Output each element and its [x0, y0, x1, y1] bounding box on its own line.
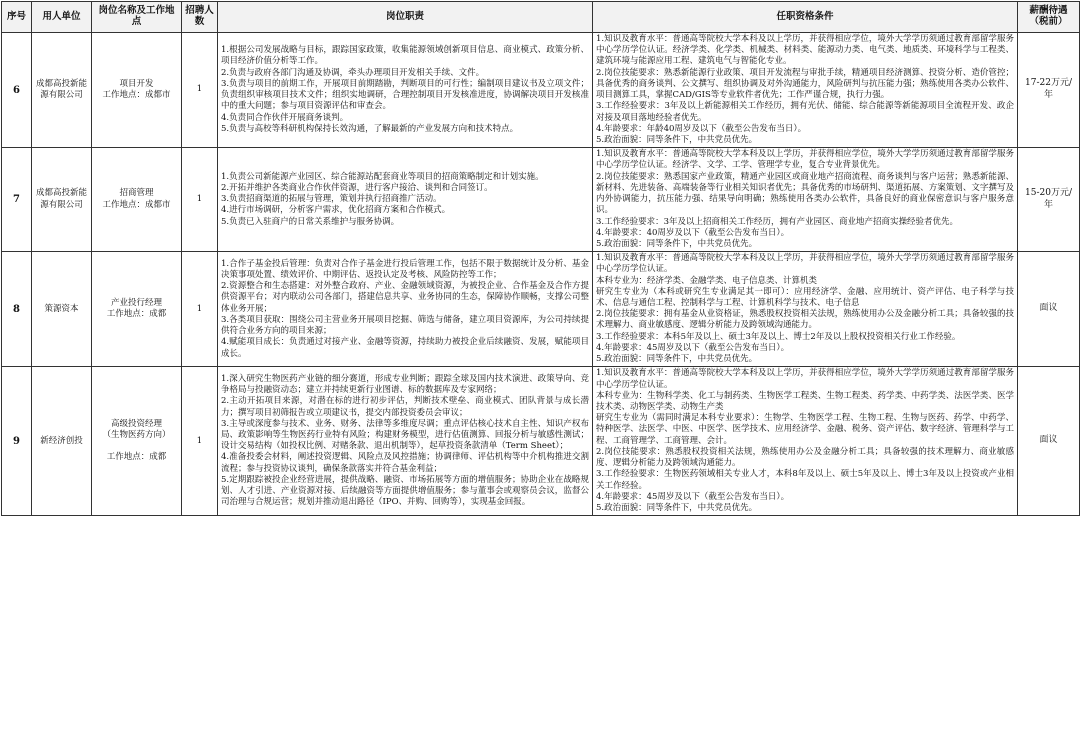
table-row: [2, 252, 1080, 367]
requirements-cell: 1.知识及教育水平：普通高等院校大学本科及以上学历，并获得相应学位，境外大学学历须通过教育部留学服务中心学历学位认证。经济学、文学、工学、管理学专业，复合专业背景优先。 2.岗位技能要求：熟悉国家产业政策，精通产业园区或商业地产招商流程、商务谈判与客户运营；熟悉新能源、新材料、先进装备、高端装备等行业相关知识者优先；具备优秀的市场研判、渠道拓展、方案策划、文字撰写及内外协调能力，抗压能力强、结果导向明确；熟练使用各类办公软件，具备良好的商业保密意识与客户服务意识。 3.工作经验要求：3年及以上招商相关工作经历，拥有产业园区、商业地产招商实操经验者优先。 4.年龄要求：40周岁及以下（截至公告发布当日）。 5.政治面貌：同等条件下，中共党员优先。: [593, 148, 1018, 252]
recruitment-table: [1, 1, 1080, 516]
headcount-cell: 1: [182, 252, 218, 367]
employer-cell: 策源资本: [32, 252, 92, 367]
header-salary: 薪酬待遇（税前）: [1018, 2, 1080, 33]
employer-cell: 成都高投新能源有限公司: [32, 33, 92, 148]
row-no: 6: [2, 33, 32, 148]
requirements-cell: 1.知识及教育水平：普通高等院校大学本科及以上学历，并获得相应学位，境外大学学历须通过教育部留学服务中心学历学位认证。 本科专业为：生物科学类、化工与制药类、生物医学工程类、生物工程类、药学类、中药学类、法医学类、医学技术类、动物医学类、动物生产类 研究生专业为（需同时满足本科专业要求）：生物学、生物医学工程、生物工程、生物与医药、药学、中药学、特种医学、法医学、中医、中医学、医学技术、应用经济学、金融、税务、资产评估、数字经济、管理科学与工程、工商管理学、工商管理、会计。 2.岗位技能要求：熟悉股权投资相关法规，熟练使用办公及金融分析工具；具备较强的技术理解力、商业敏感度、逻辑分析能力及跨领域沟通能力。 3.工作经验要求：生物医药领域相关专业人才，本科8年及以上、硕士5年及以上、博士3年及以上投资或产业相关工作经验。 4.年龄要求：45周岁及以下（截至公告发布当日）。 5.政治面貌：同等条件下，中共党员优先。: [593, 367, 1018, 516]
position-cell: 高级投资经理 （生物医药方向） 工作地点：成都: [92, 367, 182, 516]
duties-cell: 1.负责公司新能源产业园区、综合能源站配套商业等项目的招商策略制定和计划实施。 2.开拓并维护各类商业合作伙伴资源，进行客户接洽、谈判和合同签订。 3.负责招商渠道的拓展与管理，策划并执行招商推广活动。 4.进行市场调研，分析客户需求，优化招商方案和合作模式。 5.负责已入驻商户的日常关系维护与服务协调。: [218, 148, 593, 252]
duties-cell: 1.深入研究生物医药产业链的细分赛道，形成专业判断；跟踪全球及国内技术演进、政策导向、竞争格局与投融资动态；建立并持续更新行业图谱、标的数据库及专家网络； 2.主动开拓项目来源，对潜在标的进行初步评估，判断技术壁垒、商业模式、团队背景与成长潜力；撰写项目初筛报告或立项建议书，提交内部投资委员会审议； 3.主导或深度参与技术、业务、财务、法律等多维度尽调；重点评估核心技术自主性、知识产权布局、政策影响等生物医药行业特有风险；构建财务模型，进行估值测算、回报分析与敏感性测试；设计交易结构（如投权比例、对赌条款、退出机制等），起草投资条款清单（Term Sheet）； 4.准备投委会材料，阐述投资逻辑、风险点及风控措施；协调律师、评估机构等中介机构推进交割流程；参与投资协议谈判，确保条款落实并符合基金利益； 5.定期跟踪被投企业经营进展，提供战略、融资、市场拓展等方面的增值服务；协助企业在战略规划、人才引进、产业资源对接、后续融资等方面提供增值服务；参与董事会或观察员会议，监督公司治理与合规运营；规划并推动退出路径（IPO、并购、回购等），实现基金回报。: [218, 367, 593, 516]
salary-cell: 面议: [1018, 252, 1080, 367]
employer-cell: 新经济创投: [32, 367, 92, 516]
row-no: 9: [2, 367, 32, 516]
row-no: 7: [2, 148, 32, 252]
header-no: 序号: [2, 2, 32, 33]
headcount-cell: 1: [182, 148, 218, 252]
table-row: [2, 148, 1080, 252]
duties-cell: 1.根据公司发展战略与目标，跟踪国家政策，收集能源领域创新项目信息、商业模式、政策分析、项目经济价值分析等工作。 2.负责与政府各部门沟通及协调，牵头办理项目开发相关手续、文件。 3.负责与项目的前期工作，开展项目前期踏勘，判断项目的可行性；编制项目建议书及立项文件；负责组织审核项目技术文件；组织实地调研，合理控制项目开发核准进度，协调解决项目开发核准中的重大问题；参与项目资源评估和审查会。 4.负责同合作伙伴开展商务谈判。 5.负责与高校等科研机构保持长效沟通，了解最新的产业发展方向和技术特点。: [218, 33, 593, 148]
table-header-row: [2, 2, 1080, 33]
salary-cell: 面议: [1018, 367, 1080, 516]
headcount-cell: 1: [182, 367, 218, 516]
header-count: 招聘人数: [182, 2, 218, 33]
header-requirements: 任职资格条件: [593, 2, 1018, 33]
position-cell: 产业投行经理 工作地点：成都: [92, 252, 182, 367]
header-unit: 用人单位: [32, 2, 92, 33]
row-no: 8: [2, 252, 32, 367]
header-duties: 岗位职责: [218, 2, 593, 33]
requirements-cell: 1.知识及教育水平：普通高等院校大学本科及以上学历，并获得相应学位，境外大学学历须通过教育部留学服务中心学历学位认证。 本科专业为：经济学类、金融学类、电子信息类、计算机类 研究生专业为（本科或研究生专业满足其一即可）：应用经济学、金融、应用统计、资产评估、电子科学与技术、信息与通信工程、控制科学与工程、计算机科学与技术、电子信息 2.岗位技能要求：拥有基金从业资格证，熟悉股权投资相关法规，熟练使用办公及金融分析工具；具备较强的技术理解力、商业敏感度、逻辑分析能力及跨领域沟通能力。 3.工作经验要求：本科5年及以上、硕士3年及以上、博士2年及以上股权投资相关行业工作经验。 4.年龄要求：45周岁及以下（截至公告发布当日）。 5.政治面貌：同等条件下，中共党员优先。: [593, 252, 1018, 367]
salary-cell: 17-22万元/年: [1018, 33, 1080, 148]
employer-cell: 成都高投新能源有限公司: [32, 148, 92, 252]
table-row: [2, 33, 1080, 148]
table-row: [2, 367, 1080, 516]
header-position: 岗位名称及工作地点: [92, 2, 182, 33]
position-cell: 招商管理 工作地点：成都市: [92, 148, 182, 252]
salary-cell: 15-20万元/年: [1018, 148, 1080, 252]
duties-cell: 1.合作子基金投后管理：负责对合作子基金进行投后管理工作，包括不限于数据统计及分析、基金决策事项处置、绩效评价、中期评估、返投认定及考核、风险防控等工作； 2.资源整合和生态搭建：对外整合政府、产业、金融领域资源，为被投企业、合作基金及合作方提供资源平台；对内联动公司各部门，搭建信息共享、业务协同的生态，保障协作顺畅，支撑公司整体业务开展； 3.各类项目获取：围绕公司主营业务开展项目挖掘、筛选与储备，建立项目资源库，为公司持续提供符合业务方向的项目来源； 4.赋能项目成长：负责通过对接产业、金融等资源，持续助力被投企业后续融资、发展，赋能项目成长。: [218, 252, 593, 367]
headcount-cell: 1: [182, 33, 218, 148]
requirements-cell: 1.知识及教育水平：普通高等院校大学本科及以上学历，并获得相应学位，境外大学学历须通过教育部留学服务中心学历学位认证。经济学类、化学类、机械类、材料类、能源动力类、电气类、地质类、环境科学与工程类、建筑环境与能源应用工程、建筑电气与智能化专业。 2.岗位技能要求：熟悉新能源行业政策、项目开发流程与审批手续，精通项目经济测算、投资分析、造价管控；具备优秀的商务谈判、公文撰写、组织协调及对外沟通能力，风险研判与抗压能力强；熟练使用各类办公软件、项目测算工具，掌握CAD/GIS等专业软件者优先；工作严谨合规，执行力强。 3.工作经验要求：3年及以上新能源相关工作经历，拥有光伏、储能、综合能源等新能源项目全流程开发、政企对接及项目落地经验者优先。 4.年龄要求：年龄40周岁及以下（截至公告发布当日）。 5.政治面貌：同等条件下，中共党员优先。: [593, 33, 1018, 148]
position-cell: 项目开发 工作地点：成都市: [92, 33, 182, 148]
